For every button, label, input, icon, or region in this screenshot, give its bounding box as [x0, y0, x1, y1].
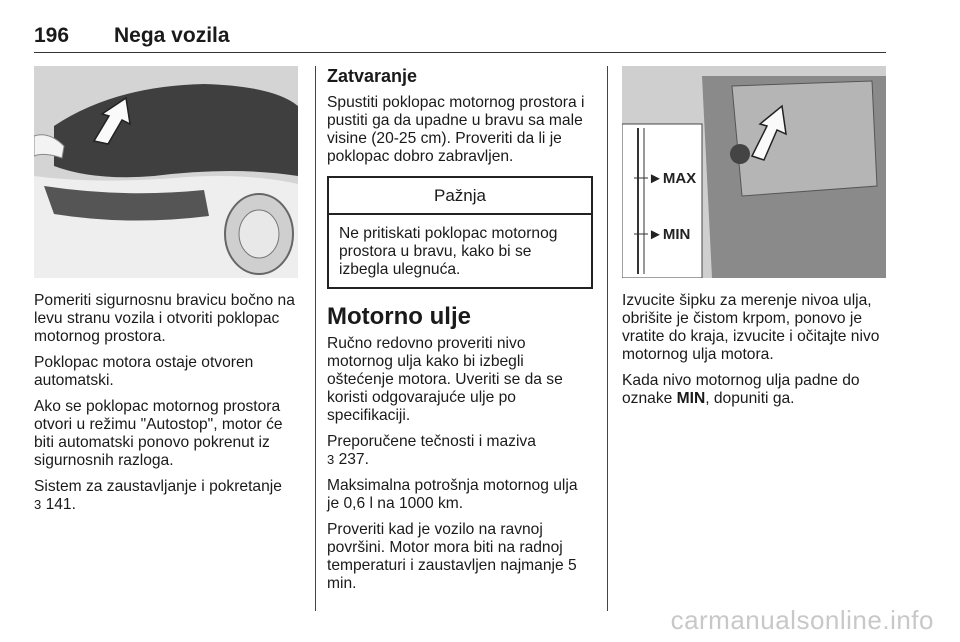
- subheading-closing: Zatvaranje: [327, 66, 418, 86]
- max-mark-label: ►MAX: [648, 170, 697, 187]
- warning-title: Pažnja: [329, 178, 591, 215]
- figure-hood-release: [34, 66, 298, 278]
- page-number: 196: [34, 24, 70, 47]
- paragraph: Ako se poklopac motornog prostora otvori u režimu "Autostop", motor će biti automatski ponovo pokrenut iz sigurnosnih razloga.: [34, 398, 283, 469]
- warning-text: Ne pritiskati poklopac motornog prostora u bravu, kako bi se izbegla ulegnuća.: [339, 225, 558, 278]
- paragraph-reference: [34, 478, 300, 514]
- car-front-illustration: [34, 66, 298, 278]
- text-fragment: Kada nivo motornog ulja padne do oznake: [622, 372, 860, 407]
- text-fragment: , dopuniti ga.: [705, 390, 795, 407]
- paragraph: Proveriti kad je vozilo na ravnoj površini. Motor mora biti na radnoj temperaturi i zaustavljen najmanje 5 min.: [327, 521, 577, 592]
- paragraph: Izvucite šipku za merenje nivoa ulja, obrišite je čistom krpom, ponovo je vratite do kraja, izvucite i očitajte nivo motornog ulja motora.: [622, 292, 880, 363]
- column-divider-1: [315, 66, 316, 611]
- reference-text: Sistem za zaustavljanje i pokretanje: [34, 478, 282, 495]
- page-ref-link[interactable]: 141.: [45, 496, 76, 513]
- paragraph: Maksimalna potrošnja motornog ulja je 0,6 l na 1000 km.: [327, 477, 578, 512]
- page-title: Nega vozila: [114, 24, 230, 47]
- paragraph: Poklopac motora ostaje otvoren automatski.: [34, 354, 254, 389]
- page-ref-link[interactable]: 237.: [338, 451, 369, 468]
- column-divider-2: [607, 66, 608, 611]
- page-ref-arrow-icon: 3: [34, 497, 42, 512]
- figure-dipstick: [622, 66, 886, 278]
- warning-box: [327, 176, 593, 289]
- right-column: [622, 292, 888, 416]
- paragraph: [622, 372, 888, 408]
- paragraph-reference: [327, 433, 593, 469]
- paragraph: Pomeriti sigurnosnu bravicu bočno na levu stranu vozila i otvoriti poklopac motornog prostora.: [34, 292, 295, 345]
- section-heading-engine-oil: Motorno ulje: [327, 303, 471, 330]
- page-ref-arrow-icon: 3: [327, 452, 335, 467]
- min-mark-label: ►MIN: [648, 226, 691, 243]
- bold-min: MIN: [676, 390, 706, 407]
- paragraph: Ručno redovno proveriti nivo motornog ulja kako bi izbegli oštećenje motora. Uveriti se da se koristi odgovarajuće ulje po specifikaciji.: [327, 335, 563, 424]
- reference-text: Preporučene tečnosti i maziva: [327, 433, 536, 450]
- paragraph: Spustiti poklopac motornog prostora i pustiti ga da upadne u bravu sa male visine (20-25 cm). Proveriti da li je poklopac dobro zabravljen.: [327, 94, 585, 165]
- watermark: carmanualsonline.info: [670, 605, 934, 635]
- page-header: [34, 24, 886, 53]
- left-column: [34, 292, 300, 522]
- middle-column: [327, 66, 593, 601]
